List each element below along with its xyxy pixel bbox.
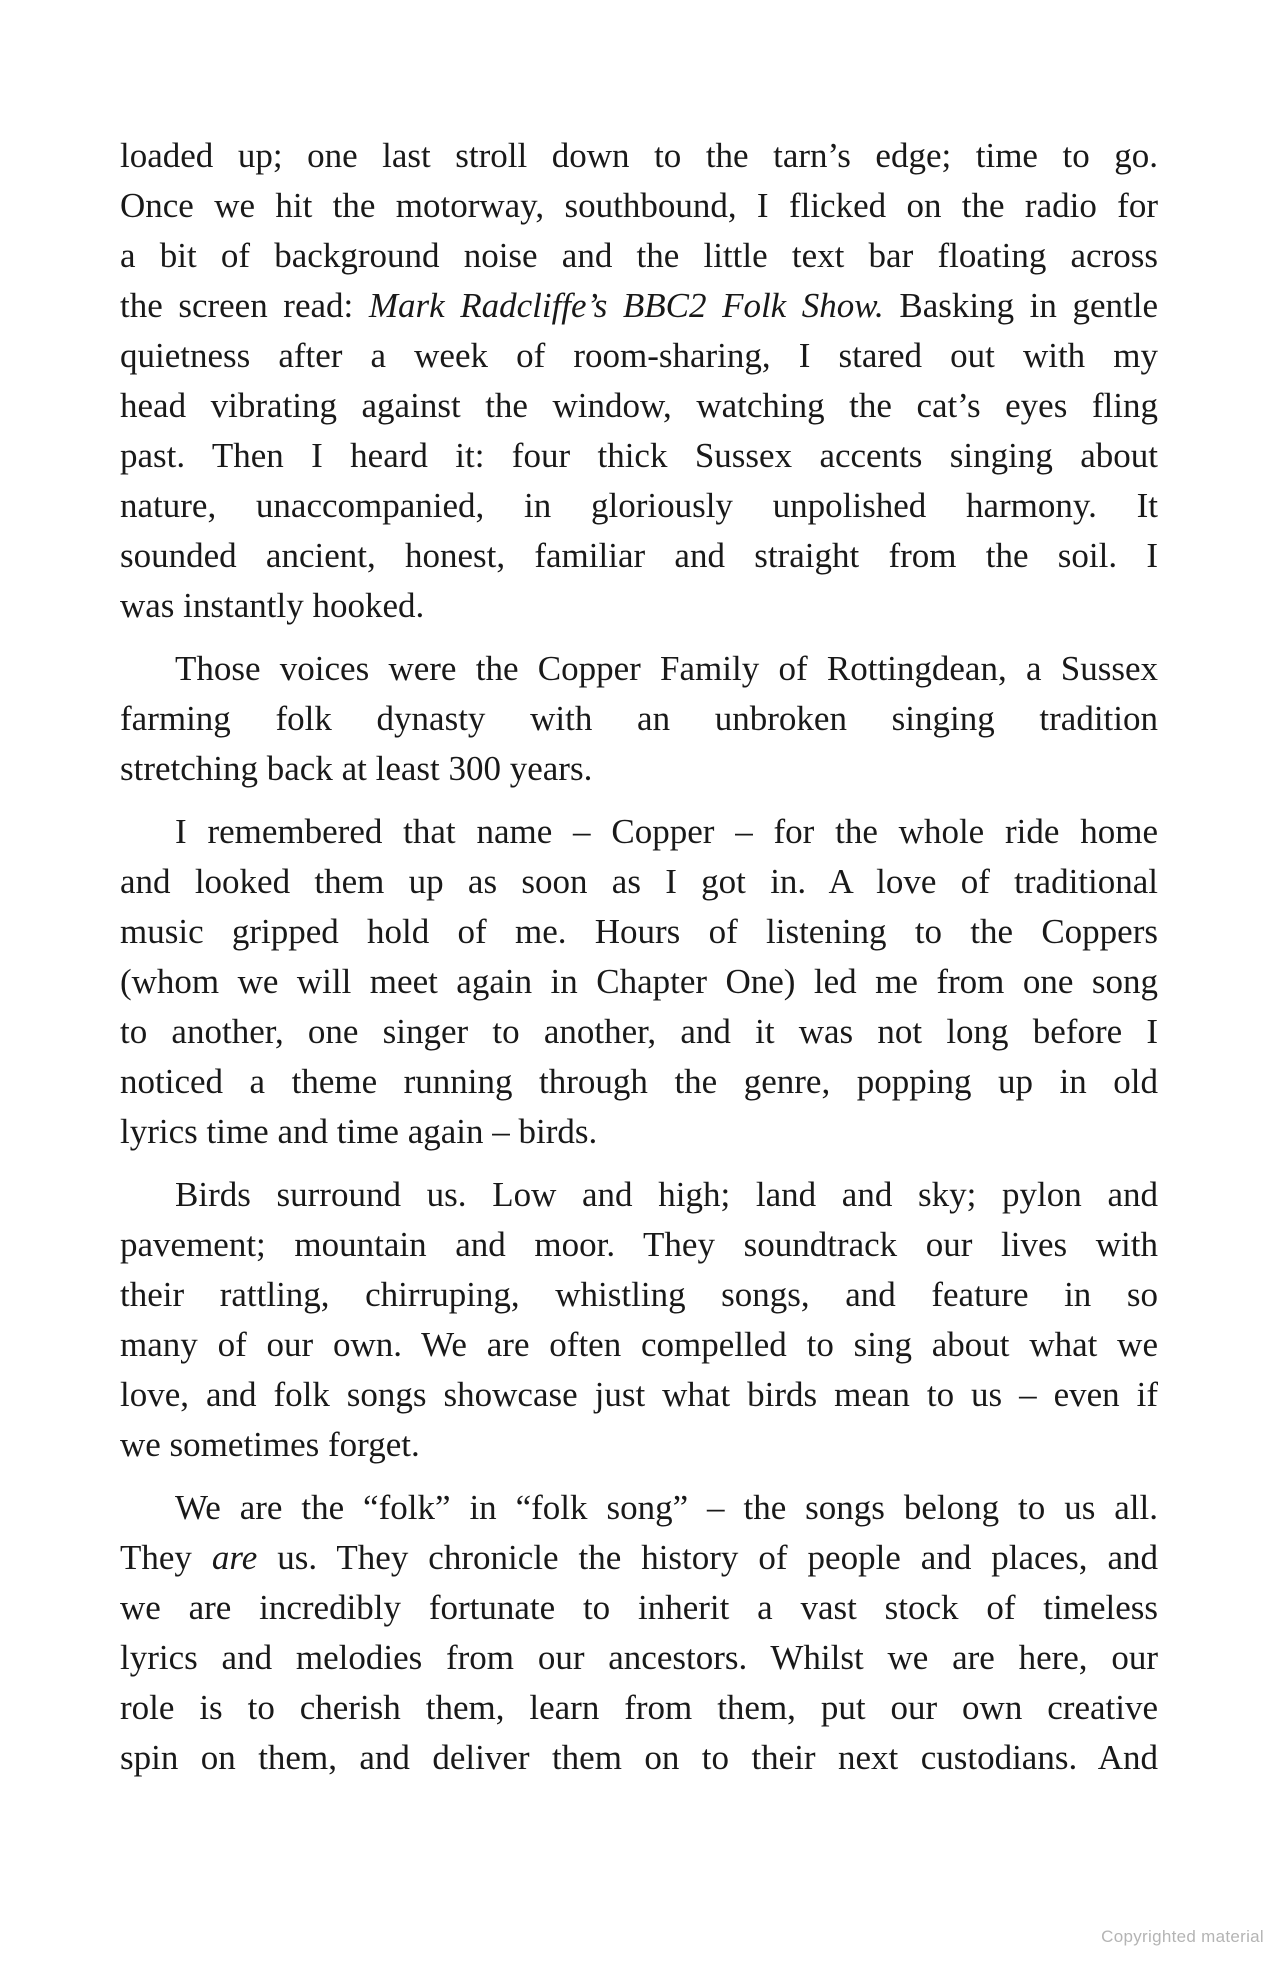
text-segment: nature, unaccompanied, in gloriously unpolished harmony. It [120,486,1158,525]
text-segment: We are the “folk” in “folk song” – the songs belong to us all. [175,1488,1158,1527]
text-line [120,1007,1158,1057]
text-segment: loaded up; one last stroll down to the tarn’s edge; time to go. [120,136,1158,175]
italic-text-segment: Mark Radcliffe’s BBC2 Folk Show. [368,286,884,325]
text-segment: Once we hit the motorway, southbound, I flicked on the radio for [120,186,1158,225]
text-line [120,1320,1158,1370]
text-line [120,857,1158,907]
text-segment: music gripped hold of me. Hours of listening to the Coppers [120,912,1158,951]
text-line [120,907,1158,957]
text-line [120,1420,1158,1470]
paragraph [120,1483,1158,1783]
text-segment: quietness after a week of room-sharing, I stared out with my [120,336,1158,375]
text-segment: noticed a theme running through the genre, popping up in old [120,1062,1158,1101]
text-segment: to another, one singer to another, and it was not long before I [120,1012,1158,1051]
text-line [120,1583,1158,1633]
text-line [120,531,1158,581]
text-line [120,481,1158,531]
text-segment: Birds surround us. Low and high; land and sky; pylon and [175,1175,1158,1214]
text-line [120,1220,1158,1270]
text-line [120,1683,1158,1733]
text-line [120,131,1158,181]
paragraph [120,644,1158,794]
text-line [120,694,1158,744]
text-segment: was instantly hooked. [120,586,425,625]
text-segment: farming folk dynasty with an unbroken singing tradition [120,699,1158,738]
text-line [120,431,1158,481]
text-segment: lyrics time and time again – birds. [120,1112,598,1151]
text-line [120,1483,1158,1533]
text-line [120,1733,1158,1783]
text-line [120,1633,1158,1683]
text-segment: a bit of background noise and the little text bar floating across [120,236,1158,275]
text-segment: lyrics and melodies from our ancestors. Whilst we are here, our [120,1638,1158,1677]
paragraph [120,1170,1158,1470]
copyright-watermark: Copyrighted material [1101,1927,1264,1946]
text-line [120,1107,1158,1157]
text-segment: Those voices were the Copper Family of Rottingdean, a Sussex [175,649,1158,688]
text-segment: I remembered that name – Copper – for the whole ride home [175,812,1158,851]
text-line [120,1533,1158,1583]
text-line [120,957,1158,1007]
text-segment: and looked them up as soon as I got in. A love of traditional [120,862,1158,901]
page-text [120,131,1158,1783]
text-segment: many of our own. We are often compelled to sing about what we [120,1325,1158,1364]
paragraph [120,807,1158,1157]
text-segment: head vibrating against the window, watching the cat’s eyes fling [120,386,1158,425]
text-line [120,1170,1158,1220]
text-segment: pavement; mountain and moor. They soundtrack our lives with [120,1225,1158,1264]
text-segment: the screen read: [120,286,369,325]
text-line [120,231,1158,281]
text-segment: love, and folk songs showcase just what birds mean to us – even if [120,1375,1158,1414]
text-segment: we are incredibly fortunate to inherit a vast stock of timeless [120,1588,1158,1627]
text-line [120,644,1158,694]
text-line [120,181,1158,231]
text-segment: They [120,1538,212,1577]
text-line [120,281,1158,331]
text-line [120,744,1158,794]
text-line [120,331,1158,381]
text-segment: Basking in gentle [883,286,1158,325]
text-segment: stretching back at least 300 years. [120,749,593,788]
text-line [120,1370,1158,1420]
text-segment: spin on them, and deliver them on to their next custodians. And [120,1738,1158,1777]
text-segment: us. They chronicle the history of people and places, and [257,1538,1158,1577]
text-segment: past. Then I heard it: four thick Sussex accents singing about [120,436,1158,475]
text-line [120,807,1158,857]
text-segment: (whom we will meet again in Chapter One) led me from one song [120,962,1158,1001]
text-line [120,581,1158,631]
text-segment: role is to cherish them, learn from them, put our own creative [120,1688,1158,1727]
text-segment: their rattling, chirruping, whistling songs, and feature in so [120,1275,1158,1314]
text-line [120,1270,1158,1320]
text-segment: we sometimes forget. [120,1425,420,1464]
italic-text-segment: are [211,1538,258,1577]
text-segment: sounded ancient, honest, familiar and straight from the soil. I [120,536,1158,575]
text-line [120,1057,1158,1107]
paragraph [120,131,1158,631]
text-line [120,381,1158,431]
